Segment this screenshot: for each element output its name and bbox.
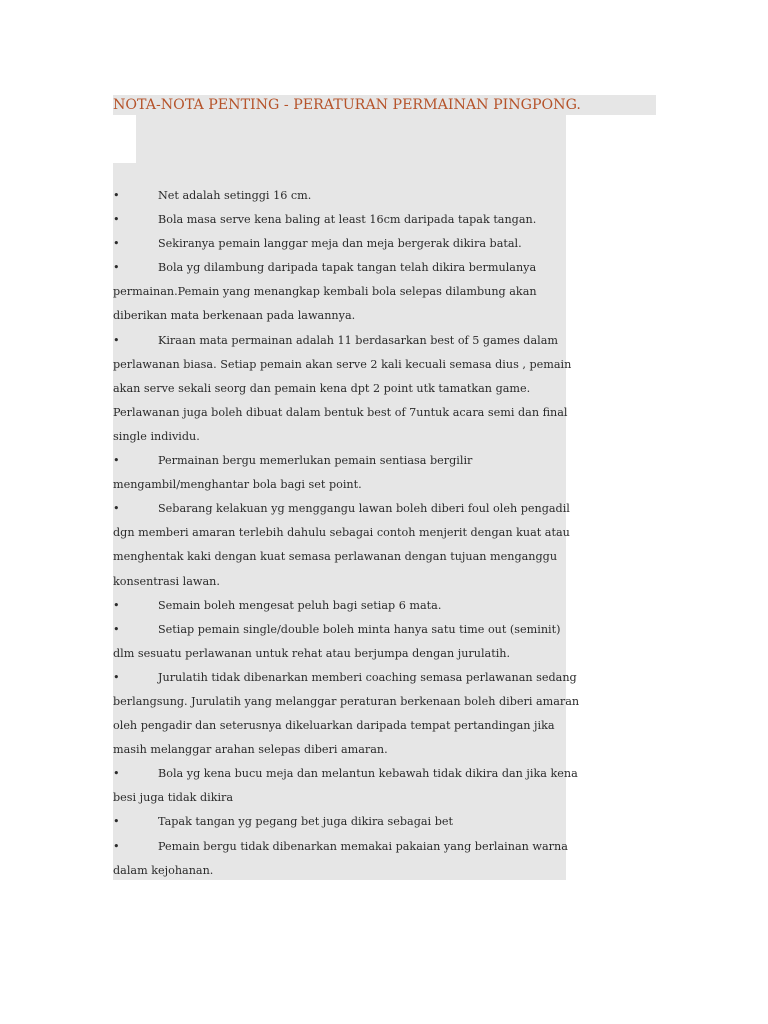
rule-item [113, 835, 566, 883]
rule-line [113, 666, 577, 690]
rule-line [113, 401, 566, 425]
rule-text: Tapak tangan yg pegang bet juga dikira sebagai bet [158, 815, 453, 829]
rule-item [113, 618, 566, 666]
rule-text: Bola yg dilambung daripada tapak tangan telah dikira bermulanya [158, 261, 537, 275]
rule-text: Sekiranya pemain langgar meja dan meja bergerak dikira batal. [158, 237, 522, 251]
rule-text: Semain boleh mengesat peluh bagi setiap 6 mata. [158, 598, 442, 612]
rule-line [113, 184, 566, 208]
rule-line [113, 690, 580, 714]
bullet-marker: • [113, 670, 120, 684]
rule-text: dlm sesuatu perlawanan untuk rehat atau berjumpa dengan jurulatih. [113, 646, 511, 660]
rule-text: Pemain bergu tidak dibenarkan memakai pakaian yang berlainan warna [158, 839, 568, 853]
rule-text: Jurulatih tidak dibenarkan memberi coaching semasa perlawanan sedang [158, 670, 577, 684]
rule-line [113, 353, 572, 377]
rule-line [113, 473, 566, 497]
rule-item [113, 232, 566, 256]
rule-text: Kiraan mata permainan adalah 11 berdasarkan best of 5 games dalam [158, 333, 558, 347]
rule-text: perlawanan biasa. Setiap pemain akan serve 2 kali kecuali semasa dius , pemain [113, 357, 572, 371]
bullet-marker: • [113, 767, 120, 781]
rule-text: Net adalah setinggi 16 cm. [158, 189, 312, 202]
bullet-marker: • [113, 261, 120, 275]
rule-line [113, 280, 566, 304]
rule-text: Setiap pemain single/double boleh minta hanya satu time out (seminit) [158, 622, 561, 636]
rule-text: dalam kejohanan. [113, 863, 214, 877]
rule-text: masih melanggar arahan selepas diberi amaran. [113, 743, 388, 757]
rule-line [113, 329, 566, 353]
rule-line [113, 377, 566, 401]
rule-text: dgn memberi amaran terlebih dahulu sebagai contoh menjerit dengan kuat atau [113, 526, 570, 540]
rule-text: Bola yg kena bucu meja dan melantun kebawah tidak dikira dan jika kena [158, 767, 578, 781]
rule-line [113, 594, 566, 618]
rule-line [113, 714, 566, 738]
bullet-marker: • [113, 213, 120, 227]
rule-text: Sebarang kelakuan yg menggangu lawan boleh diberi foul oleh pengadil [158, 502, 570, 516]
rule-text: Perlawanan juga boleh dibuat dalam bentuk best of 7untuk acara semi dan final [113, 405, 568, 419]
rule-text: berlangsung. Jurulatih yang melanggar peraturan berkenaan boleh diberi amaran [113, 694, 580, 708]
rule-line [113, 810, 566, 834]
rule-line [113, 762, 578, 786]
rule-item [113, 184, 566, 208]
rule-text: diberikan mata berkenaan pada lawannya. [113, 309, 356, 323]
rule-line [113, 232, 566, 256]
rule-text: Bola masa serve kena baling at least 16cm daripada tapak tangan. [158, 213, 537, 227]
bullet-marker: • [113, 598, 120, 612]
rule-text: oleh pengadir dan seterusnya dikeluarkan daripada tempat pertandingan jika [113, 719, 555, 733]
bullet-marker: • [113, 189, 120, 202]
bullet-marker: • [113, 237, 120, 251]
rule-text: besi juga tidak dikira [113, 791, 234, 805]
rule-text: konsentrasi lawan. [113, 574, 220, 588]
bullet-marker: • [113, 333, 120, 347]
rule-line [113, 618, 566, 642]
rules-list [113, 184, 580, 883]
bullet-marker: • [113, 622, 120, 636]
rule-line [113, 256, 566, 280]
rule-text: permainan.Pemain yang menangkap kembali bola selepas dilambung akan [113, 285, 537, 299]
rule-item [113, 762, 578, 810]
rule-line [113, 425, 566, 449]
rule-text: mengambil/menghantar bola bagi set point. [113, 478, 362, 492]
rule-item [113, 208, 566, 232]
rule-item [113, 329, 572, 449]
bullet-marker: • [113, 454, 120, 468]
rule-text: menghentak kaki dengan kuat semasa perlawanan dengan tujuan menganggu [113, 550, 558, 564]
rule-item [113, 810, 566, 834]
rule-line [113, 521, 570, 545]
rule-item [113, 256, 566, 328]
rule-text: Permainan bergu memerlukan pemain sentiasa bergilir [158, 454, 473, 468]
bullet-marker: • [113, 815, 120, 829]
rule-line [113, 859, 566, 883]
rule-item [113, 594, 566, 618]
rule-text: single individu. [113, 429, 200, 443]
rule-line [113, 786, 566, 810]
rule-item [113, 666, 580, 762]
rule-line [113, 738, 566, 762]
rule-line [113, 449, 566, 473]
rule-item [113, 449, 566, 497]
rule-line [113, 208, 566, 232]
rule-line [113, 545, 566, 569]
rule-line [113, 642, 566, 666]
rule-line [113, 835, 566, 859]
bullet-marker: • [113, 839, 120, 853]
rule-line [113, 497, 570, 521]
rule-line [113, 304, 566, 328]
rule-line [113, 570, 566, 594]
bullet-marker: • [113, 502, 120, 516]
rule-item [113, 497, 570, 593]
document-title: NOTA-NOTA PENTING - PERATURAN PERMAINAN PINGPONG. [113, 97, 581, 113]
rule-text: akan serve sekali seorg dan pemain kena dpt 2 point utk tamatkan game. [113, 381, 531, 395]
